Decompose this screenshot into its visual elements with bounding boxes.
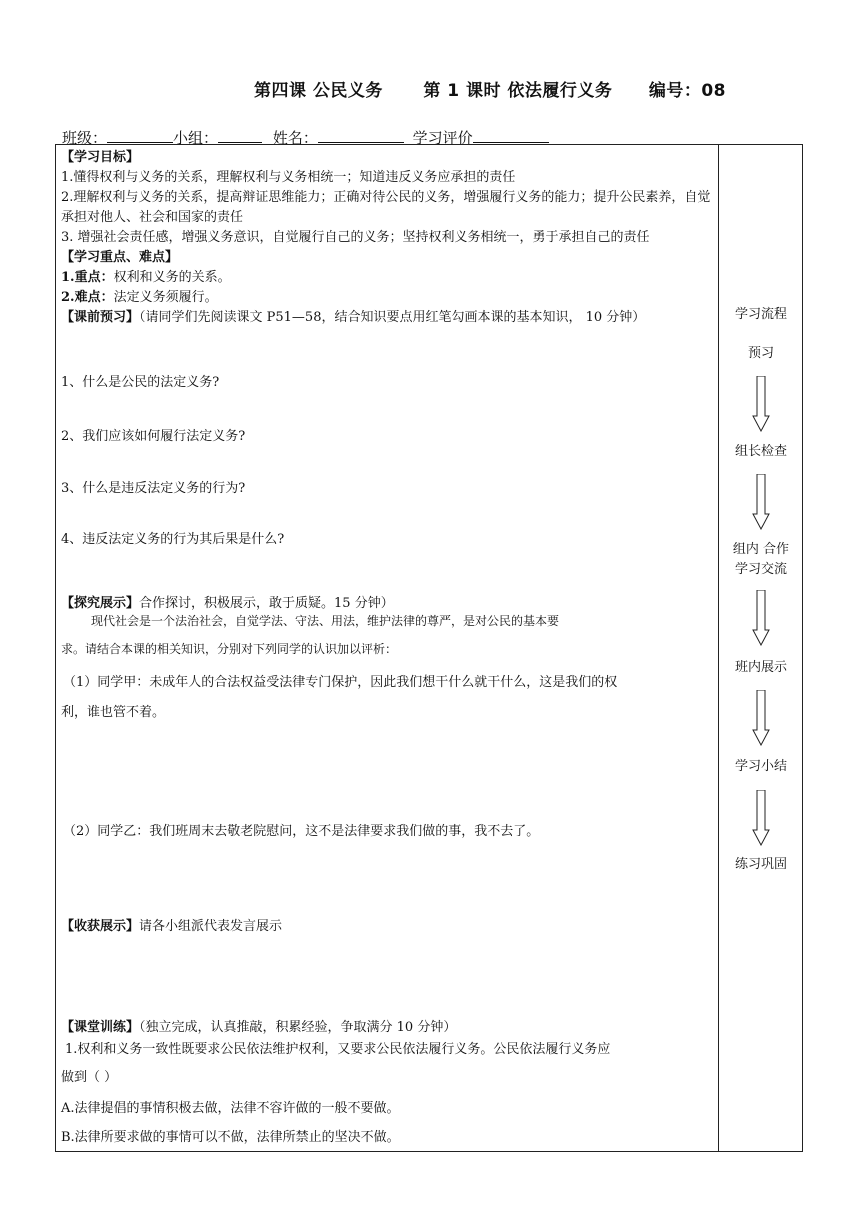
preview-question-4: 4、违反法定义务的行为其后果是什么? xyxy=(61,532,285,547)
flow-arrow-2 xyxy=(752,474,770,530)
flow-title: 学习流程 xyxy=(734,307,787,322)
group-label: 小组： xyxy=(173,129,219,147)
flow-step-class-show: 班内展示 xyxy=(734,660,787,675)
group-blank[interactable] xyxy=(218,128,262,143)
flow-arrow-5 xyxy=(752,790,770,846)
option-b: B.法律所要求做的事情可以不做，法律所禁止的坚决不做。 xyxy=(61,1130,400,1145)
document-number: 编号：08 xyxy=(648,81,727,101)
training-heading: 【课堂训练】 xyxy=(61,1020,140,1035)
difficulty-label: 2.难点： xyxy=(61,290,114,305)
page-title xyxy=(0,76,860,101)
preview-question-2: 2、我们应该如何履行法定义务? xyxy=(61,429,246,444)
preview-heading: 【课前预习】 xyxy=(61,310,140,325)
class-blank[interactable] xyxy=(107,128,173,143)
flow-step-exchange: 学习交流 xyxy=(734,562,787,577)
case2-text: （2）同学乙：我们班周末去敬老院慰问，这不是法律要求我们做的事，我不去了。 xyxy=(63,824,540,839)
flow-arrow-4 xyxy=(752,690,770,746)
focus-text: 权利和义务的关系。 xyxy=(113,270,231,285)
goal-item-3: 3. 增强社会责任感，增强义务意识，自觉履行自己的义务；坚持权利义务相统一，勇于承担自己的责任 xyxy=(61,230,650,245)
flow-step-group-coop: 组内 合作 xyxy=(732,542,790,557)
flow-step-leader-check: 组长检查 xyxy=(734,444,787,459)
training-line xyxy=(61,1016,456,1035)
goal-item-1: 1.懂得权利与义务的关系，理解权利与义务相统一；知道违反义务应承担的责任 xyxy=(61,170,516,185)
main-column xyxy=(61,148,715,328)
training-q1-line1: 1.权利和义务一致性既要求公民依法维护权利，又要求公民依法履行义务。公民依法履行义务应 xyxy=(65,1042,611,1057)
explore-heading: 【探究展示】 xyxy=(61,596,140,611)
key-points-heading: 【学习重点、难点】 xyxy=(61,250,179,265)
training-q1-line2: 做到（ ） xyxy=(61,1070,118,1085)
preview-question-1: 1、什么是公民的法定义务? xyxy=(61,375,220,390)
goals-heading: 【学习目标】 xyxy=(61,150,140,165)
goal-item-2: 2.理解权利与义务的关系，提高辩证思维能力；正确对待公民的义务，增强履行义务的能力；提升公民素养，自觉承担对他人、社会和国家的责任 xyxy=(61,190,711,225)
case1-line1: （1）同学甲：未成年人的合法权益受法律专门保护，因此我们想干什么就干什么，这是我们的权 xyxy=(63,675,618,690)
harvest-heading: 【收获展示】 xyxy=(61,919,140,934)
lesson-title: 第四课 公民义务 xyxy=(253,81,383,101)
preview-question-3: 3、什么是违反法定义务的行为? xyxy=(61,481,246,496)
flow-step-preview: 预习 xyxy=(747,346,774,361)
focus-line xyxy=(61,268,715,288)
harvest-line xyxy=(61,915,282,934)
explore-intro-line2: 求。请结合本课的相关知识，分别对下列同学的认识加以评析： xyxy=(61,642,398,656)
difficulty-line xyxy=(61,288,715,308)
flow-arrow-3 xyxy=(752,590,770,646)
training-instruction: （独立完成，认真推敲，积累经验，争取满分 10 分钟） xyxy=(139,1020,457,1035)
flow-step-practice: 练习巩固 xyxy=(734,857,787,872)
column-divider xyxy=(718,144,719,1152)
flow-arrow-1 xyxy=(752,376,770,432)
explore-instruction: 合作探讨，积极展示，敢于质疑。15 分钟） xyxy=(139,596,394,611)
period-title: 第 1 课时 依法履行义务 xyxy=(423,81,613,101)
focus-label: 1.重点： xyxy=(61,270,114,285)
class-label: 班级： xyxy=(62,129,108,147)
name-label: 姓名： xyxy=(272,129,318,147)
evaluation-label: 学习评价 xyxy=(412,129,473,147)
evaluation-blank[interactable] xyxy=(473,128,549,143)
preview-line xyxy=(61,308,715,328)
difficulty-text: 法定义务须履行。 xyxy=(113,290,218,305)
preview-instruction: （请同学们先阅读课文 P51—58，结合知识要点用红笔勾画本课的基本知识， 10 分钟） xyxy=(139,310,646,325)
case1-line2: 利，谁也管不着。 xyxy=(61,705,166,720)
name-blank[interactable] xyxy=(318,128,404,143)
flow-step-summary: 学习小结 xyxy=(734,759,787,774)
harvest-text: 请各小组派代表发言展示 xyxy=(139,919,283,934)
option-a: A.法律提倡的事情积极去做，法律不容许做的一般不要做。 xyxy=(61,1101,400,1116)
explore-line xyxy=(61,592,394,611)
explore-intro-line1: 现代社会是一个法治社会，自觉学法、守法、用法，维护法律的尊严，是对公民的基本要 xyxy=(91,614,560,628)
